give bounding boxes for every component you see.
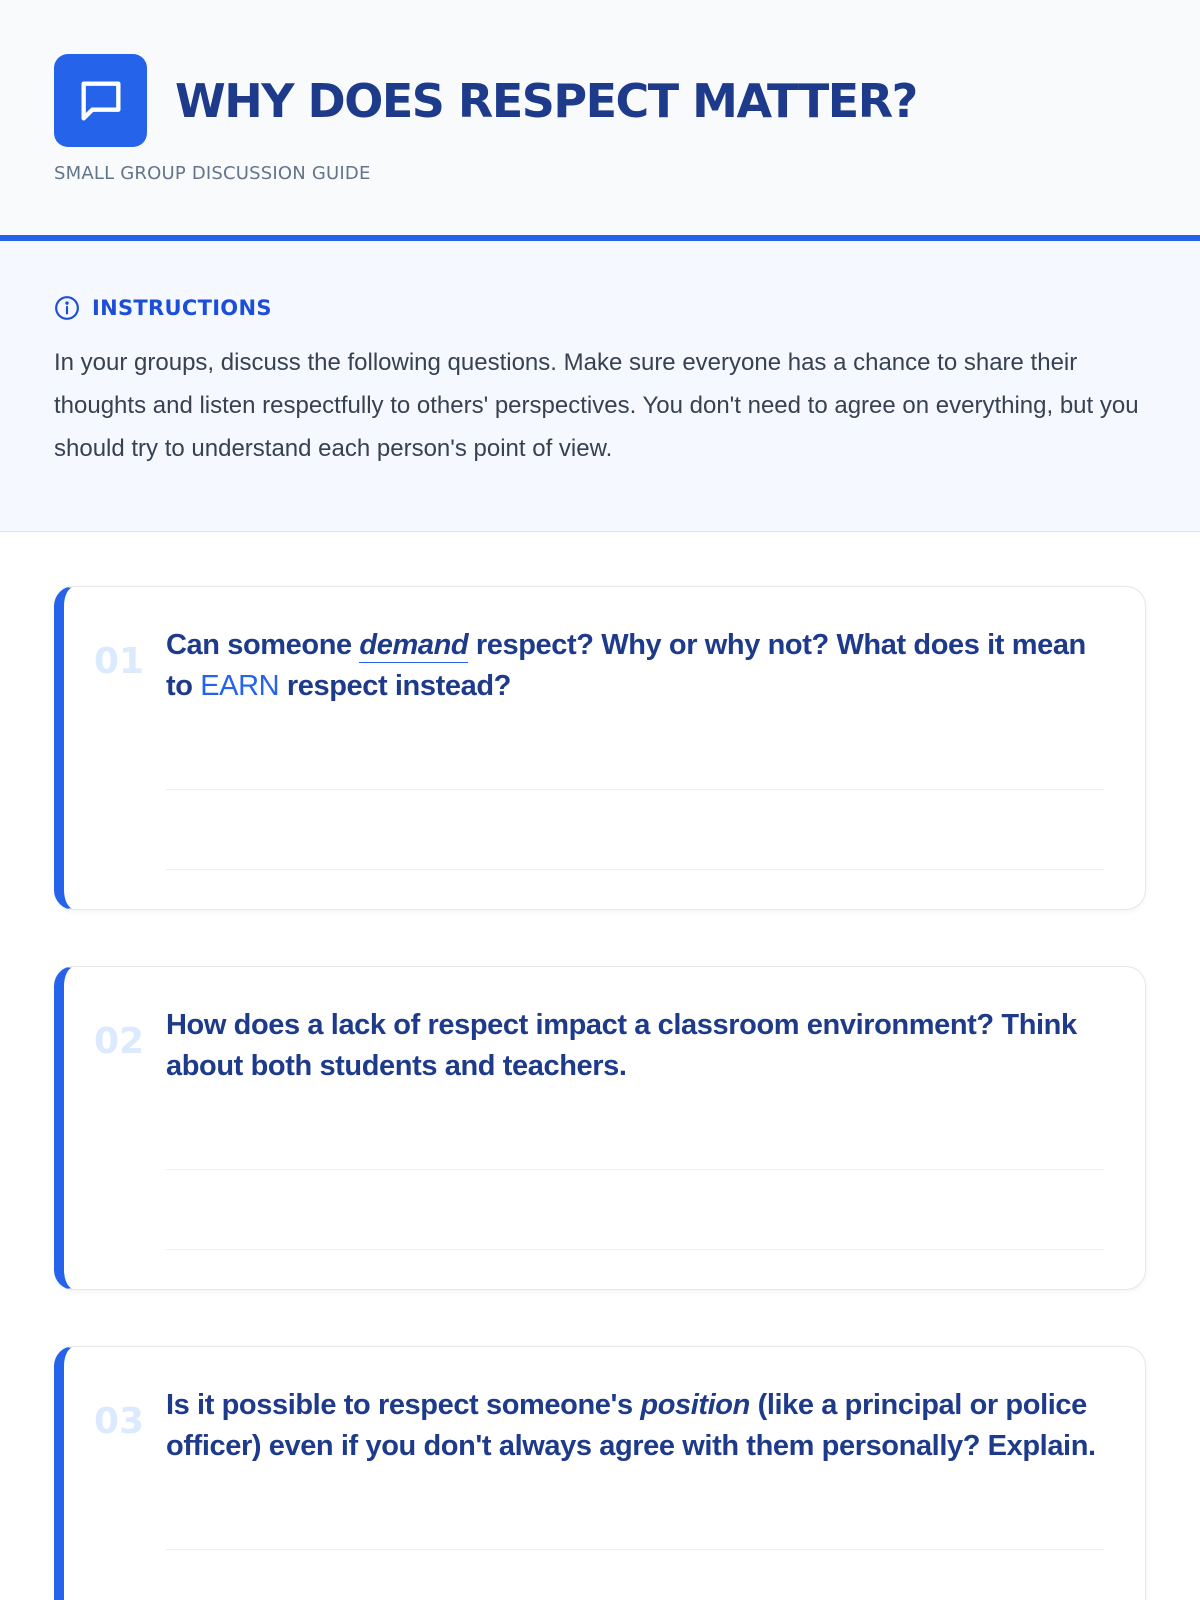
instructions-label: INSTRUCTIONS <box>92 296 272 320</box>
emphasis-position: position <box>640 1389 750 1421</box>
page-header <box>0 0 1200 241</box>
page-title: WHY DOES RESPECT MATTER? <box>175 73 917 128</box>
question-text-segment: (like a principal or police officer) even if you don't always agree with them personally? Explain. <box>166 1389 1096 1462</box>
question-text-segment: Is it possible to respect someone's <box>166 1389 641 1421</box>
answer-line[interactable] <box>166 1249 1104 1250</box>
instructions-text: In your groups, discuss the following questions. Make sure everyone has a chance to share their thoughts and listen respectfully to others' perspectives. You don't need to agree on everything, but you should try to understand each person's point of view. <box>54 349 1139 462</box>
question-text-segment: respect? Why or why not? What does it mean to <box>166 629 1086 702</box>
page-subtitle: SMALL GROUP DISCUSSION GUIDE <box>54 163 371 184</box>
title-row <box>54 54 1146 147</box>
question-number: 03 <box>94 1401 145 1442</box>
question-text-segment: respect instead? <box>279 670 511 702</box>
answer-line[interactable] <box>166 869 1104 870</box>
instructions-heading <box>54 295 1146 321</box>
question-card <box>54 586 1146 910</box>
chat-bubble-icon <box>54 54 147 147</box>
info-icon <box>54 295 80 321</box>
question-text-segment: Can someone <box>166 629 360 661</box>
questions-list <box>0 532 1200 1600</box>
question-card <box>54 966 1146 1290</box>
question-text <box>166 625 1106 707</box>
question-number: 01 <box>94 641 145 682</box>
answer-line[interactable] <box>166 1169 1104 1170</box>
question-text <box>166 1385 1106 1467</box>
question-number: 02 <box>94 1021 145 1062</box>
answer-line[interactable] <box>166 789 1104 790</box>
instructions-section <box>0 241 1200 532</box>
question-card <box>54 1346 1146 1600</box>
answer-line[interactable] <box>166 1549 1104 1550</box>
question-text: How does a lack of respect impact a classroom environment? Think about both students and teachers. <box>166 1009 1077 1082</box>
emphasis-earn: EARN <box>200 670 280 702</box>
emphasis-demand: demand <box>359 629 469 661</box>
